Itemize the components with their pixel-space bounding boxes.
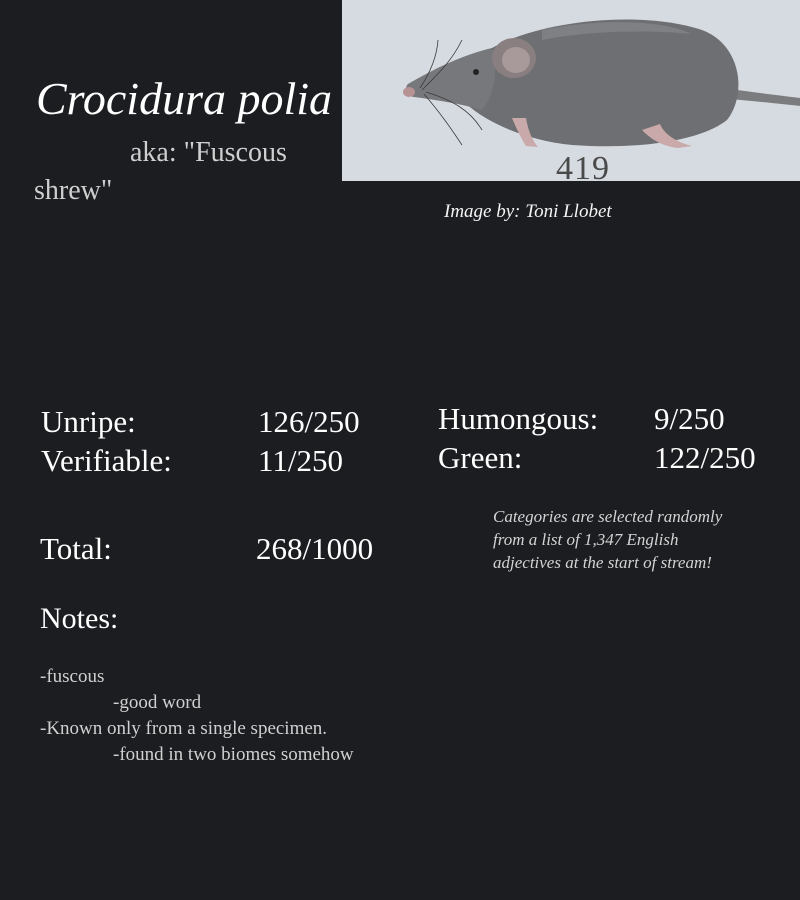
score-label-humongous: Humongous: bbox=[438, 401, 599, 436]
score-value-humongous: 9/250 bbox=[654, 401, 725, 436]
score-label-green: Green: bbox=[438, 440, 523, 475]
note-item: -fuscous bbox=[40, 666, 105, 687]
plate-number: 419 bbox=[556, 150, 610, 181]
note-item: -Known only from a single specimen. bbox=[40, 718, 328, 739]
notes-list bbox=[40, 664, 354, 768]
shrew-illustration bbox=[342, 0, 800, 181]
common-name: aka: "Fuscous shrew" bbox=[34, 137, 287, 206]
score-value-unripe: 126/250 bbox=[258, 404, 360, 439]
score-value-total: 268/1000 bbox=[256, 531, 374, 566]
score-value-verifiable: 11/250 bbox=[258, 443, 343, 478]
species-name: Crocidura polia bbox=[36, 73, 333, 124]
score-label-unripe: Unripe: bbox=[41, 404, 136, 439]
notes-title: Notes: bbox=[40, 602, 119, 635]
score-label-verifiable: Verifiable: bbox=[41, 443, 172, 478]
score-value-green: 122/250 bbox=[654, 440, 756, 475]
image-credit: Image by: Toni Llobet bbox=[444, 201, 612, 222]
note-subitem: -good word bbox=[113, 692, 202, 713]
note-subitem: -found in two biomes somehow bbox=[113, 744, 354, 765]
categories-note: Categories are selected randomly from a list of 1,347 English adjectives at the start of stream! bbox=[493, 507, 723, 572]
score-label-total: Total: bbox=[40, 531, 112, 566]
